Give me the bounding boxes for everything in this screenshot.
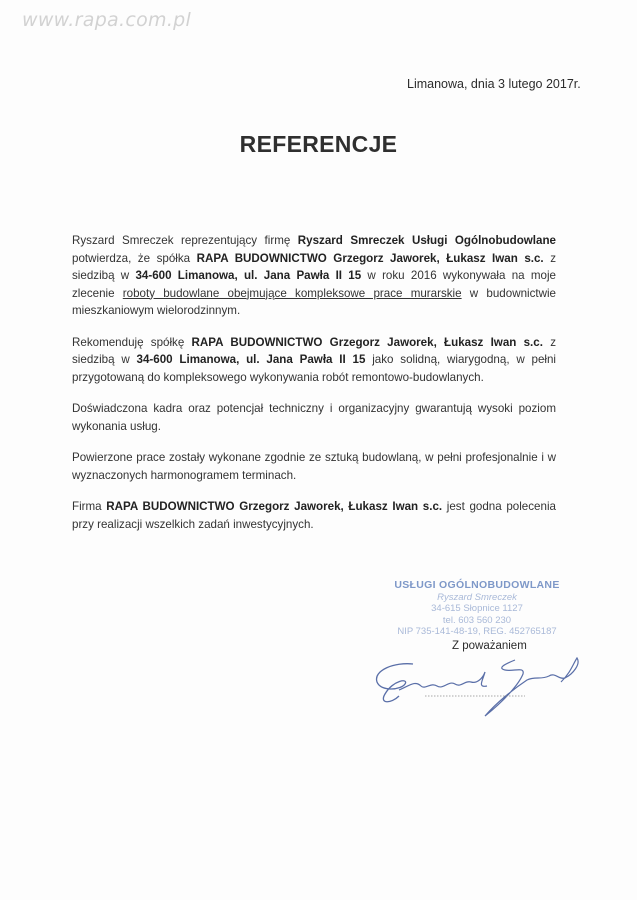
paragraph-5 <box>72 498 556 533</box>
text-segment: Rekomenduję spółkę <box>72 335 192 349</box>
paragraph-2 <box>72 334 556 387</box>
letter-date: Limanowa, dnia 3 lutego 2017r. <box>407 77 581 91</box>
company-stamp <box>392 580 562 638</box>
text-segment: jest godna polecenia przy realizacji wszelkich zadań inwestycyjnych. <box>72 500 556 531</box>
bold-text: Ryszard Smreczek Usługi Ogólnobudowlane <box>297 234 557 247</box>
text-segment: Powierzone prace zostały wykonane zgodnie ze sztuką budowlaną, w pełni profesjonalnie i w wyznaczonych harmonogramem terminach. <box>72 451 556 482</box>
bold-text: RAPA BUDOWNICTWO Grzegorz Jaworek, Łukasz Iwan s.c. <box>191 335 543 349</box>
text-segment: w budownictwie mieszkaniowym wielorodzinnym. <box>72 286 557 317</box>
paragraph-4 <box>72 449 556 484</box>
text-segment: z siedzibą w <box>72 251 556 282</box>
closing-text: Z poważaniem <box>452 640 527 652</box>
stamp-ids: NIP 735-141-48-19, REG. 452765187 <box>397 626 557 637</box>
letter-body <box>72 232 556 547</box>
stamp-title: USŁUGI OGÓLNOBUDOWLANE <box>394 579 560 591</box>
text-segment: Doświadczona kadra oraz potencjał techniczny i organizacyjny gwarantują wysoki poziom wykonania usług. <box>72 402 556 433</box>
paragraph-1 <box>72 232 556 320</box>
bold-text: 34-600 Limanowa, ul. Jana Pawła II 15 <box>136 353 366 366</box>
text-segment: jako solidną, wiarygodną, w pełni przygotowaną do kompleksowego wykonywania robót remontowo-budowlanych. <box>72 353 556 384</box>
stamp-name: Ryszard Smreczek <box>437 591 517 603</box>
signature-stroke-3 <box>485 658 578 716</box>
text-segment: z siedzibą w <box>72 335 556 366</box>
text-segment: potwierdza, że spółka <box>72 251 197 265</box>
watermark: www.rapa.com.pl <box>22 9 192 31</box>
text-segment: w roku 2016 wykonywała na moje zlecenie <box>72 269 556 300</box>
signature-stroke-1 <box>377 664 413 702</box>
signature <box>365 650 595 720</box>
bold-text: 34-600 Limanowa, ul. Jana Pawła II 15 <box>135 269 362 282</box>
document-title: REFERENCJE <box>239 131 398 157</box>
stamp-phone: tel. 603 560 230 <box>442 614 512 626</box>
bold-text: RAPA BUDOWNICTWO Grzegorz Jaworek, Łukasz Iwan s.c. <box>106 500 443 513</box>
underlined-text: roboty budowlane obejmujące kompleksowe prace murarskie <box>122 286 462 300</box>
text-segment: Ryszard Smreczek reprezentujący firmę <box>72 234 298 247</box>
signature-stroke-2 <box>399 672 487 690</box>
text-segment: Firma <box>72 500 107 513</box>
bold-text: RAPA BUDOWNICTWO Grzegorz Jaworek, Łukasz Iwan s.c. <box>196 251 544 265</box>
paragraph-3 <box>72 400 556 435</box>
stamp-address: 34-615 Słopnice 1127 <box>431 603 523 614</box>
